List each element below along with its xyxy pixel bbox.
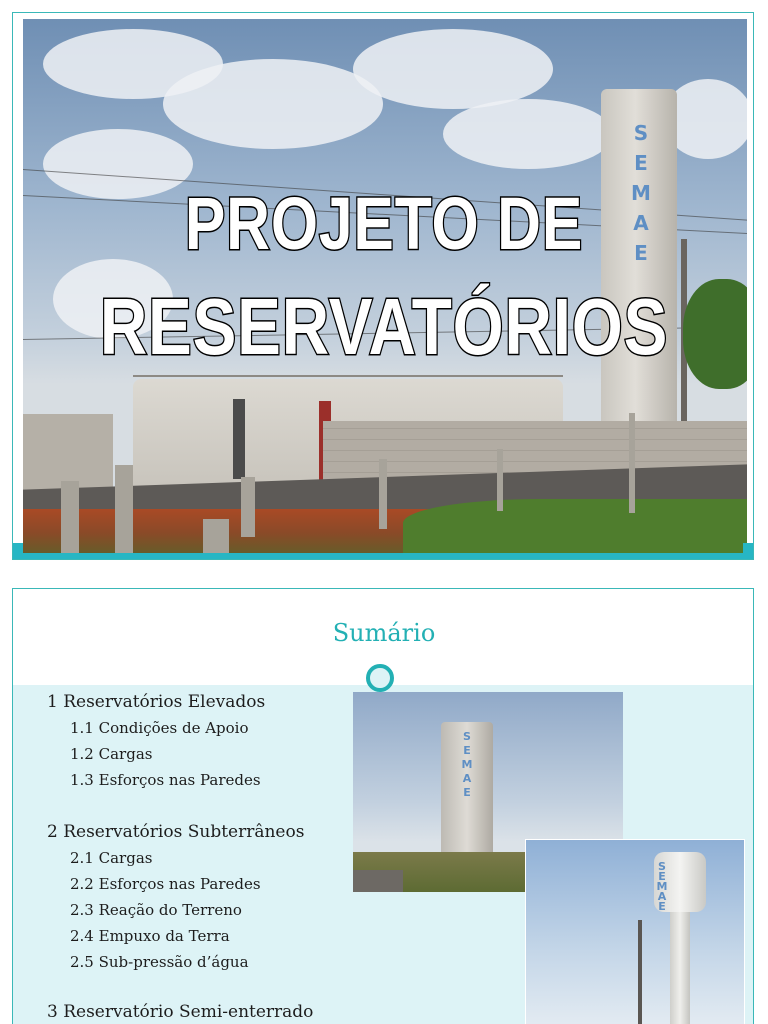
slide-title-line-1: PROJETO DE	[184, 182, 584, 265]
summary-slide	[12, 588, 754, 1024]
title-slide	[12, 12, 754, 560]
tower-logo-letter: S	[633, 121, 649, 145]
tower-logo-letter: E	[634, 241, 648, 265]
tower-logo-letter: E	[634, 151, 648, 175]
toc-item: 1.1 Condições de Apoio	[70, 719, 249, 737]
toc-section: 1 Reservatórios Elevados	[47, 692, 266, 712]
tower-logo-letter: S	[463, 730, 471, 743]
toc-item: 2.3 Reação do Terreno	[70, 901, 242, 919]
tower-logo-letter: M	[461, 758, 473, 771]
toc-item: 2.2 Esforços nas Paredes	[70, 875, 261, 893]
tower-logo-letter: M	[631, 181, 651, 205]
slide-title: Sumário	[332, 619, 436, 647]
tower-logo-letter: S	[658, 860, 666, 873]
tower-logo-letter: M	[656, 880, 668, 893]
tree	[683, 279, 747, 389]
ring-ornament	[366, 664, 394, 692]
tower-logo-letter: E	[463, 786, 471, 799]
slide-title-line-2: RESERVATÓRIOS	[99, 282, 669, 371]
tower-logo-letter: E	[658, 900, 666, 913]
toc-item: 2.5 Sub-pressão d’água	[70, 953, 249, 971]
accent-corner	[13, 543, 23, 559]
tower-logo-letter: E	[658, 870, 666, 883]
accent-corner	[743, 543, 753, 559]
toc-section: 3 Reservatório Semi-enterrado	[47, 1002, 314, 1022]
tower-photo-2	[525, 839, 745, 1024]
tower-logo-letter: A	[633, 211, 649, 235]
toc-section: 2 Reservatórios Subterrâneos	[47, 822, 305, 842]
accent-bar	[13, 553, 753, 559]
toc-item: 1.3 Esforços nas Paredes	[70, 771, 261, 789]
toc-item: 2.4 Empuxo da Terra	[70, 927, 230, 945]
table-of-contents	[47, 689, 313, 1024]
tower-logo-letter: E	[463, 744, 471, 757]
tower-logo-letter: A	[657, 890, 667, 903]
tower-logo-letter: A	[462, 772, 472, 785]
toc-item: 2.1 Cargas	[70, 849, 153, 867]
toc-item: 1.2 Cargas	[70, 745, 153, 763]
